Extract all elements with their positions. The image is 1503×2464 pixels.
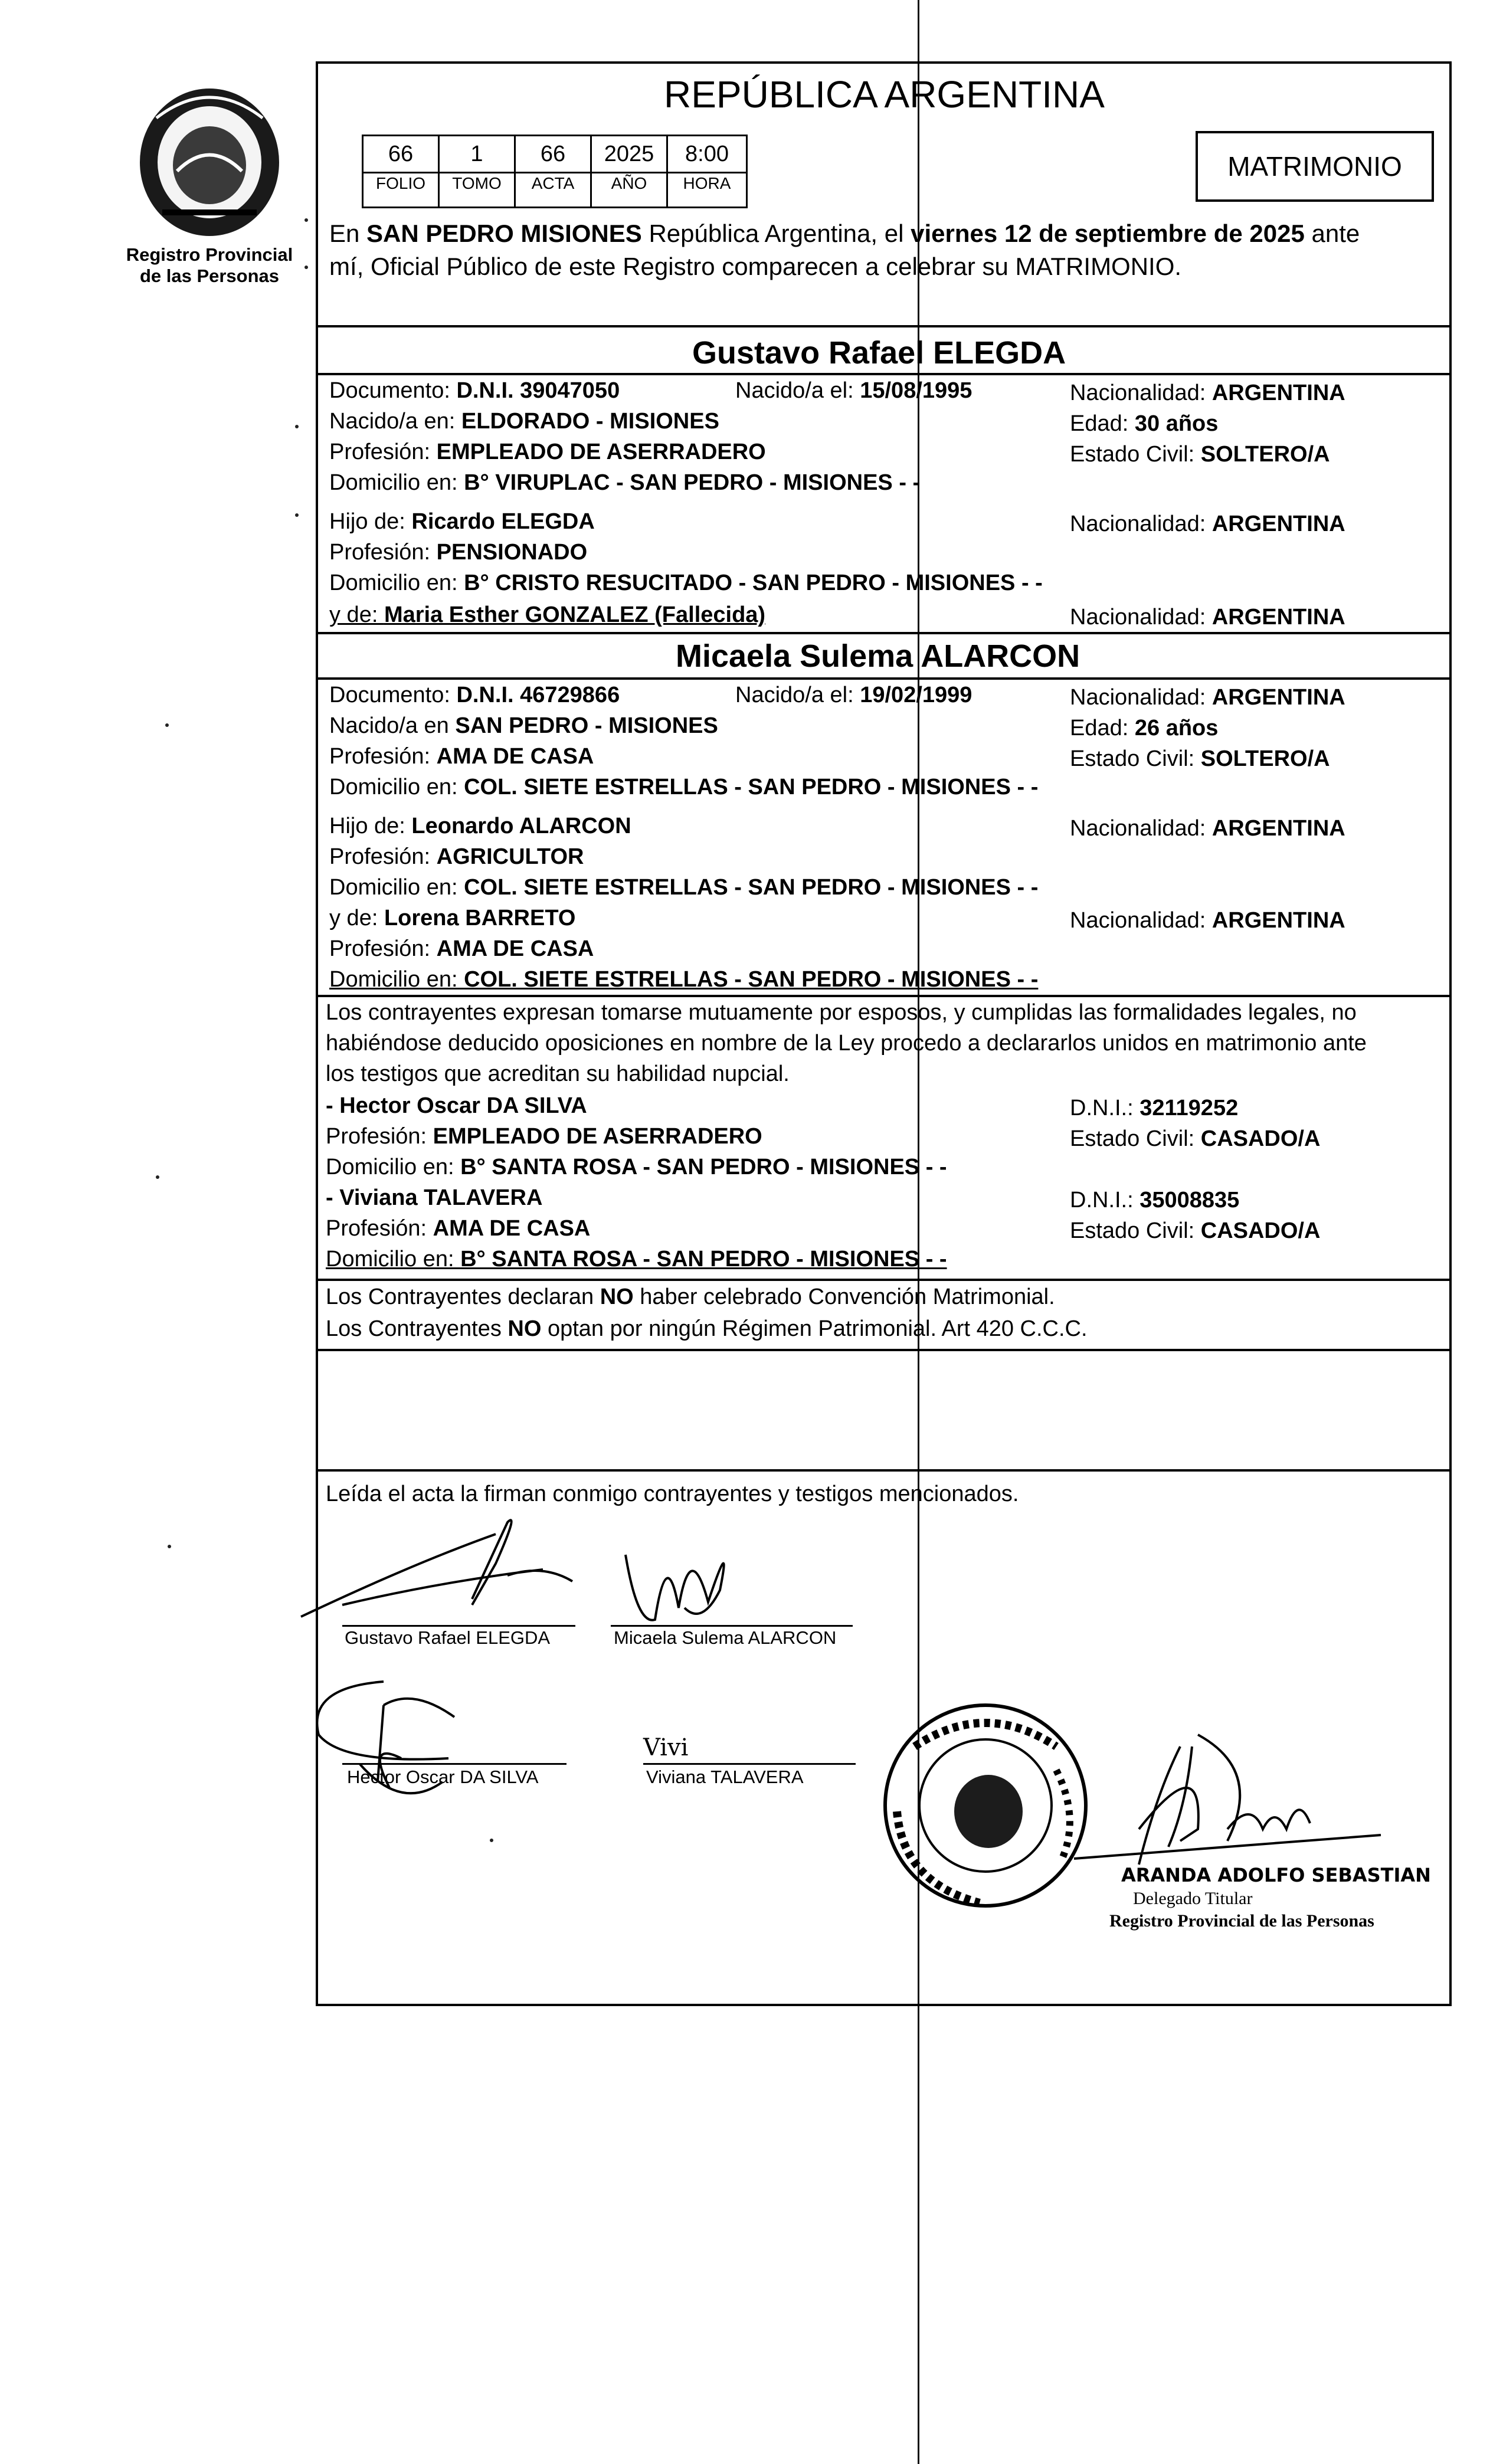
signature-witness1 xyxy=(295,1670,543,1817)
spouse1-mother-nationality: Nacionalidad: ARGENTINA xyxy=(1070,605,1345,630)
spouse2-address: Domicilio en: COL. SIETE ESTRELLAS - SAN PEDRO - MISIONES - - xyxy=(329,775,1039,800)
witness2-name: - Viviana TALAVERA xyxy=(326,1185,543,1210)
signature-witness2: Vivi xyxy=(643,1734,689,1761)
sigline-spouse2 xyxy=(611,1625,853,1627)
divider-closing xyxy=(316,1469,1452,1472)
spouse1-address: Domicilio en: B° VIRUPLAC - SAN PEDRO - MISIONES - - xyxy=(329,470,921,495)
scan-speck xyxy=(295,513,299,517)
header-cell-folio: 66 FOLIO xyxy=(362,135,440,208)
spouse2-mother-address: Domicilio en: COL. SIETE ESTRELLAS - SAN PEDRO - MISIONES - - xyxy=(329,967,1039,992)
spouse1-father-profession: Profesión: PENSIONADO xyxy=(329,540,588,565)
note-regime: Los Contrayentes NO optan por ningún Régimen Patrimonial. Art 420 C.C.C. xyxy=(326,1316,1088,1341)
witness1-name: - Hector Oscar DA SILVA xyxy=(326,1093,587,1118)
header-cell-anio: 2025 AÑO xyxy=(590,135,668,208)
scan-speck xyxy=(304,266,308,269)
witness2-address: Domicilio en: B° SANTA ROSA - SAN PEDRO - MISIONES - - xyxy=(326,1247,947,1272)
header-cell-tomo: 1 TOMO xyxy=(438,135,516,208)
closing-statement: Leída el acta la firman conmigo contrayentes y testigos mencionados. xyxy=(326,1482,1019,1506)
declaration-line-1: Los contrayentes expresan tomarse mutuamente por esposos, y cumplidas las formalidades legales, no xyxy=(326,1000,1357,1025)
spouse2-name: Micaela Sulema ALARCON xyxy=(676,638,1080,674)
sigline-witness2 xyxy=(643,1763,856,1765)
spouse2-document: Documento: D.N.I. 46729866 xyxy=(329,683,620,707)
spouse1-father: Hijo de: Ricardo ELEGDA xyxy=(329,509,595,534)
divider-notes xyxy=(316,1279,1452,1281)
spouse1-name: Gustavo Rafael ELEGDA xyxy=(692,335,1066,371)
witness2-civil-status: Estado Civil: CASADO/A xyxy=(1070,1218,1321,1243)
spouse1-birthdate: Nacido/a el: 15/08/1995 xyxy=(735,378,972,403)
spouse1-mother: y de: Maria Esther GONZALEZ (Fallecida) xyxy=(329,602,766,627)
spouse2-profession: Profesión: AMA DE CASA xyxy=(329,744,594,769)
spouse2-birthdate: Nacido/a el: 19/02/1999 xyxy=(735,683,972,707)
signature-spouse1 xyxy=(295,1510,602,1629)
scan-speck xyxy=(490,1839,493,1842)
witness2-dni: D.N.I.: 35008835 xyxy=(1070,1188,1240,1213)
spouse2-father-profession: Profesión: AGRICULTOR xyxy=(329,844,584,869)
spouse1-nationality: Nacionalidad: ARGENTINA xyxy=(1070,381,1345,405)
logo-caption-1: Registro Provincial xyxy=(126,244,293,265)
officer-name: ARANDA ADOLFO SEBASTIAN xyxy=(1121,1864,1431,1886)
spouse2-age: Edad: 26 años xyxy=(1070,716,1219,740)
intro-line-2: mí, Oficial Público de este Registro comparecen a celebrar su MATRIMONIO. xyxy=(329,253,1182,280)
scan-speck xyxy=(295,425,299,428)
sig-label-witness1: Hector Oscar DA SILVA xyxy=(347,1767,539,1787)
spouse2-civil-status: Estado Civil: SOLTERO/A xyxy=(1070,746,1330,771)
sigline-spouse1 xyxy=(342,1625,575,1627)
divider-spouse2-name xyxy=(316,677,1452,680)
province-emblem xyxy=(121,83,298,242)
spouse1-father-address: Domicilio en: B° CRISTO RESUCITADO - SAN PEDRO - MISIONES - - xyxy=(329,571,1043,595)
spouse2-nationality: Nacionalidad: ARGENTINA xyxy=(1070,685,1345,710)
record-type-box: MATRIMONIO xyxy=(1196,131,1434,202)
logo-caption-2: de las Personas xyxy=(139,266,280,286)
scan-speck xyxy=(165,723,169,727)
scan-speck xyxy=(168,1545,171,1548)
spouse2-father-nationality: Nacionalidad: ARGENTINA xyxy=(1070,816,1345,841)
declaration-line-3: los testigos que acreditan su habilidad nupcial. xyxy=(326,1061,790,1086)
divider-declaration xyxy=(316,995,1452,997)
spouse1-document: Documento: D.N.I. 39047050 xyxy=(329,378,620,403)
spouse1-profession: Profesión: EMPLEADO DE ASERRADERO xyxy=(329,440,766,464)
note-convention: Los Contrayentes declaran NO haber celebrado Convención Matrimonial. xyxy=(326,1285,1055,1309)
divider-blank xyxy=(316,1349,1452,1351)
witness1-civil-status: Estado Civil: CASADO/A xyxy=(1070,1126,1321,1151)
spouse2-father: Hijo de: Leonardo ALARCON xyxy=(329,814,631,838)
witness1-dni: D.N.I.: 32119252 xyxy=(1070,1096,1239,1120)
scan-speck xyxy=(304,218,308,222)
sig-label-spouse2: Micaela Sulema ALARCON xyxy=(614,1627,837,1648)
sig-label-witness2: Viviana TALAVERA xyxy=(646,1767,804,1787)
divider-spouse1-name xyxy=(316,373,1452,375)
header-cell-acta: 66 ACTA xyxy=(514,135,592,208)
spouse1-father-nationality: Nacionalidad: ARGENTINA xyxy=(1070,512,1345,536)
scan-speck xyxy=(156,1175,159,1179)
spouse1-age: Edad: 30 años xyxy=(1070,411,1219,436)
sig-label-spouse1: Gustavo Rafael ELEGDA xyxy=(345,1627,551,1648)
witness1-profession: Profesión: EMPLEADO DE ASERRADERO xyxy=(326,1124,762,1149)
sigline-witness1 xyxy=(342,1763,567,1765)
spouse2-mother-nationality: Nacionalidad: ARGENTINA xyxy=(1070,908,1345,933)
spouse1-civil-status: Estado Civil: SOLTERO/A xyxy=(1070,442,1330,467)
signature-spouse2 xyxy=(614,1519,755,1631)
spouse2-birthplace: Nacido/a en SAN PEDRO - MISIONES xyxy=(329,713,718,738)
spouse2-father-address: Domicilio en: COL. SIETE ESTRELLAS - SAN PEDRO - MISIONES - - xyxy=(329,875,1039,900)
spouse2-mother: y de: Lorena BARRETO xyxy=(329,906,576,930)
spouse2-mother-profession: Profesión: AMA DE CASA xyxy=(329,936,594,961)
witness1-address: Domicilio en: B° SANTA ROSA - SAN PEDRO - MISIONES - - xyxy=(326,1155,947,1179)
header-cell-hora: 8:00 HORA xyxy=(666,135,748,208)
witness2-profession: Profesión: AMA DE CASA xyxy=(326,1216,591,1241)
declaration-line-2: habiéndose deducido oposiciones en nombre de la Ley procedo a declararlos unidos en matrimonio ante xyxy=(326,1031,1367,1056)
divider-spouse2 xyxy=(316,632,1452,634)
spouse1-birthplace: Nacido/a en: ELDORADO - MISIONES xyxy=(329,409,719,434)
divider-spouse1 xyxy=(316,325,1452,327)
page-title: REPÚBLICA ARGENTINA xyxy=(664,73,1105,116)
officer-role: Delegado Titular xyxy=(1133,1889,1253,1908)
officer-office: Registro Provincial de las Personas xyxy=(1109,1911,1374,1931)
intro-line-1: En SAN PEDRO MISIONES República Argentina, el viernes 12 de septiembre de 2025 ante xyxy=(329,219,1360,247)
